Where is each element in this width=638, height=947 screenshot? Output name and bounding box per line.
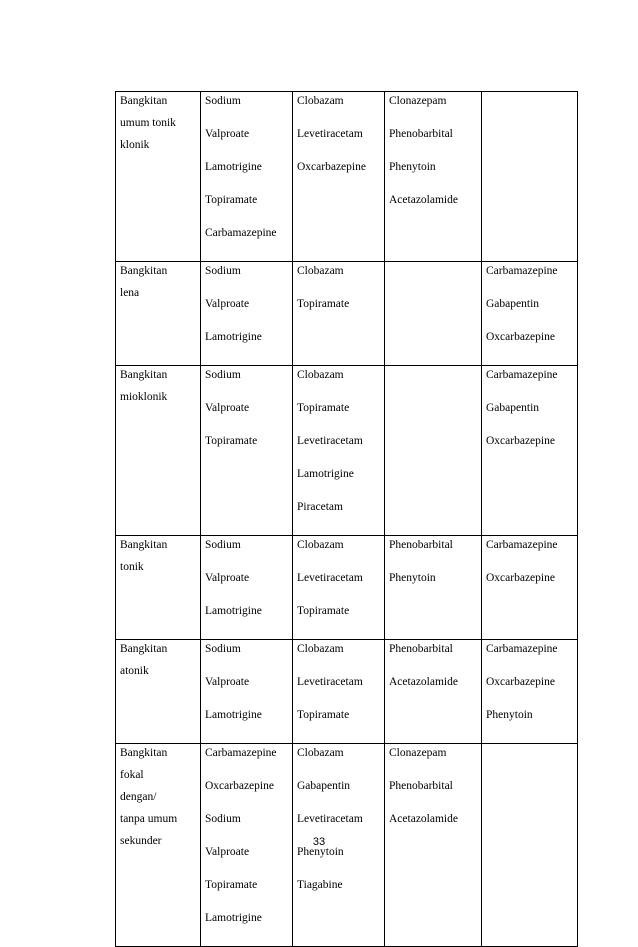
drug-name: Gabapentin	[486, 402, 540, 414]
drug-name: Acetazolamide	[389, 676, 458, 688]
drug-name: Levetiracetam	[297, 676, 363, 688]
drug-cell	[293, 536, 385, 640]
drug-name: Phenytoin	[389, 161, 436, 173]
seizure-type-text: dengan/	[120, 791, 157, 803]
drug-cell	[201, 366, 293, 536]
seizure-type-cell	[116, 640, 201, 744]
drug-cell	[482, 536, 578, 640]
drug-name: Lamotrigine	[205, 331, 262, 343]
drug-name: Valproate	[205, 676, 250, 688]
drug-name: Oxcarbazepine	[486, 676, 555, 688]
seizure-type-text: tanpa umum	[120, 813, 178, 825]
drug-name: Sodium	[205, 643, 241, 655]
drug-name: Clobazam	[297, 369, 344, 381]
drug-name: Carbamazepine	[486, 369, 558, 381]
drug-name: Topiramate	[205, 435, 258, 447]
drug-cell	[201, 262, 293, 366]
drug-name: Sodium	[205, 265, 241, 277]
drug-name: Lamotrigine	[297, 468, 354, 480]
drug-name: Oxcarbazepine	[486, 331, 555, 343]
drug-name: Oxcarbazepine	[297, 161, 366, 173]
drug-name: Clobazam	[297, 95, 344, 107]
drug-name: Valproate	[205, 572, 250, 584]
drug-cell	[293, 366, 385, 536]
seizure-type-cell	[116, 536, 201, 640]
drug-name: Clobazam	[297, 539, 344, 551]
drug-cell	[201, 92, 293, 262]
drug-name: Lamotrigine	[205, 605, 262, 617]
drug-cell	[293, 640, 385, 744]
drug-name: Valproate	[205, 402, 250, 414]
drug-name: Sodium	[205, 95, 241, 107]
drug-name: Tiagabine	[297, 879, 343, 891]
drug-cell	[482, 92, 578, 262]
drug-name: Topiramate	[297, 709, 350, 721]
table-row	[116, 262, 578, 366]
table-row	[116, 536, 578, 640]
drug-cell	[201, 536, 293, 640]
seizure-type-text: umum tonik	[120, 117, 176, 129]
drug-name: Lamotrigine	[205, 709, 262, 721]
drug-name: Clobazam	[297, 643, 344, 655]
drug-name: Phenobarbital	[389, 539, 453, 551]
drug-name: Carbamazepine	[205, 227, 277, 239]
drug-name: Phenobarbital	[389, 643, 453, 655]
seizure-type-text: Bangkitan	[120, 95, 168, 107]
drug-name: Clonazepam	[389, 95, 447, 107]
drug-name: Sodium	[205, 813, 241, 825]
seizure-type-text: Bangkitan	[120, 369, 168, 381]
seizure-type-cell	[116, 92, 201, 262]
drug-name: Oxcarbazepine	[486, 572, 555, 584]
seizure-type-text: sekunder	[120, 835, 162, 847]
drug-name: Sodium	[205, 369, 241, 381]
drug-table	[115, 91, 578, 947]
drug-name: Sodium	[205, 539, 241, 551]
drug-cell	[201, 640, 293, 744]
seizure-type-text: tonik	[120, 561, 144, 573]
drug-name: Topiramate	[297, 402, 350, 414]
drug-name: Topiramate	[205, 194, 258, 206]
drug-name: Clobazam	[297, 265, 344, 277]
drug-name: Topiramate	[297, 298, 350, 310]
seizure-type-text: mioklonik	[120, 391, 168, 403]
drug-name: Clonazepam	[389, 747, 447, 759]
seizure-type-text: Bangkitan	[120, 539, 168, 551]
table-row	[116, 640, 578, 744]
drug-name: Valproate	[205, 298, 250, 310]
seizure-type-text: Bangkitan	[120, 747, 168, 759]
seizure-type-text: Bangkitan	[120, 265, 168, 277]
drug-name: Carbamazepine	[486, 265, 558, 277]
drug-name: Levetiracetam	[297, 813, 363, 825]
drug-cell	[385, 366, 482, 536]
drug-name: Levetiracetam	[297, 572, 363, 584]
drug-name: Carbamazepine	[486, 643, 558, 655]
drug-cell	[385, 536, 482, 640]
seizure-type-text: atonik	[120, 665, 149, 677]
drug-cell	[385, 640, 482, 744]
drug-name: Carbamazepine	[486, 539, 558, 551]
drug-name: Levetiracetam	[297, 435, 363, 447]
drug-name: Phenytoin	[297, 846, 344, 858]
seizure-type-cell	[116, 366, 201, 536]
table-row	[116, 92, 578, 262]
seizure-type-text: fokal	[120, 769, 144, 781]
drug-cell	[385, 262, 482, 366]
drug-name: Carbamazepine	[205, 747, 277, 759]
drug-cell	[482, 640, 578, 744]
drug-name: Topiramate	[205, 879, 258, 891]
drug-name: Levetiracetam	[297, 128, 363, 140]
drug-name: Lamotrigine	[205, 912, 262, 924]
seizure-type-text: lena	[120, 287, 140, 299]
seizure-type-text: klonik	[120, 139, 150, 151]
drug-name: Topiramate	[297, 605, 350, 617]
seizure-type-text: Bangkitan	[120, 643, 168, 655]
drug-name: Piracetam	[297, 501, 343, 513]
drug-name: Phenytoin	[486, 709, 533, 721]
drug-name: Valproate	[205, 846, 250, 858]
table-row	[116, 366, 578, 536]
drug-name: Phenytoin	[389, 572, 436, 584]
seizure-type-cell	[116, 262, 201, 366]
drug-cell	[293, 262, 385, 366]
drug-name: Gabapentin	[486, 298, 540, 310]
page-number: 33	[312, 836, 326, 848]
drug-cell	[482, 262, 578, 366]
drug-name: Valproate	[205, 128, 250, 140]
drug-name: Gabapentin	[297, 780, 351, 792]
drug-name: Clobazam	[297, 747, 344, 759]
drug-name: Oxcarbazepine	[486, 435, 555, 447]
drug-cell	[482, 366, 578, 536]
drug-name: Phenobarbital	[389, 128, 453, 140]
drug-cell	[385, 92, 482, 262]
drug-name: Phenobarbital	[389, 780, 453, 792]
drug-cell	[293, 92, 385, 262]
drug-name: Oxcarbazepine	[205, 780, 274, 792]
drug-name: Acetazolamide	[389, 194, 458, 206]
drug-name: Acetazolamide	[389, 813, 458, 825]
drug-name: Lamotrigine	[205, 161, 262, 173]
